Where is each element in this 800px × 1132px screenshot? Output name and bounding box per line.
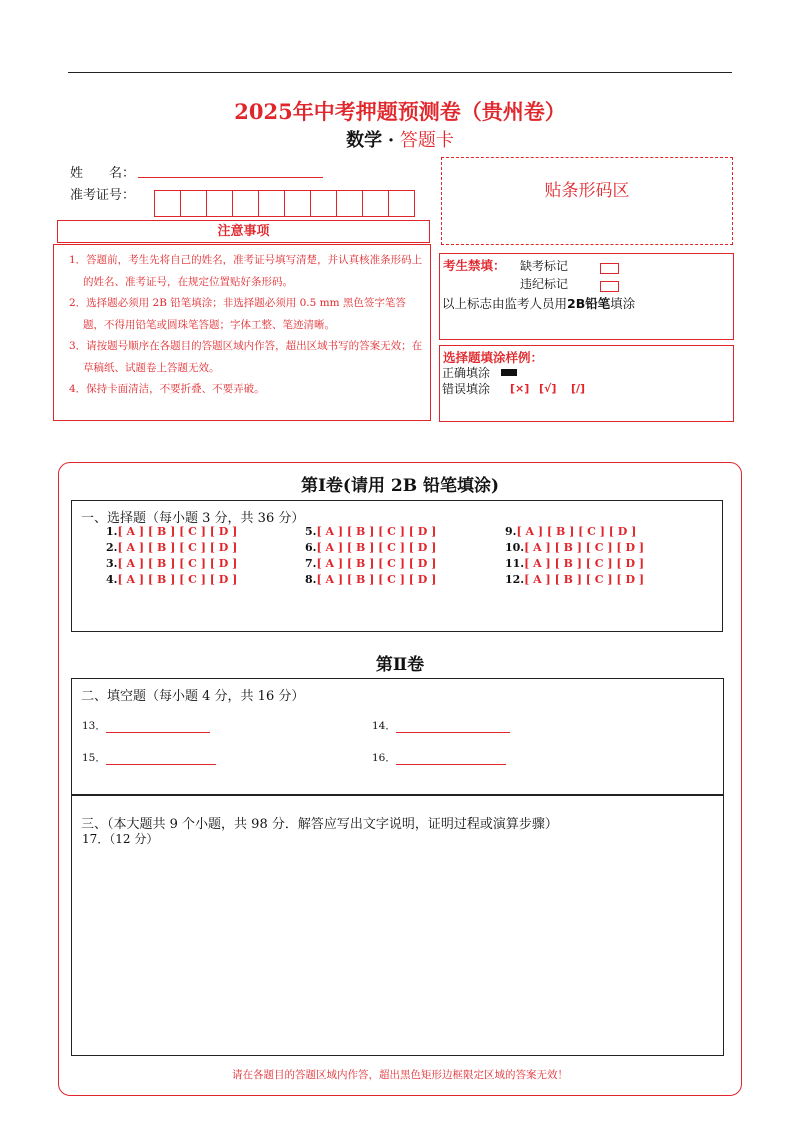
- fill-item-16: 16．: [372, 750, 506, 765]
- id-digit-box[interactable]: [232, 190, 259, 217]
- choice-row-11[interactable]: 11.[ A ] [ B ] [ C ] [ D ]: [505, 557, 645, 570]
- fill-item-13: 13．: [82, 718, 210, 733]
- id-digit-box[interactable]: [336, 190, 363, 217]
- id-digit-box[interactable]: [284, 190, 311, 217]
- subject-label: 数学: [346, 130, 383, 151]
- answer-section[interactable]: [71, 795, 724, 1056]
- fill-answer-line[interactable]: [396, 763, 506, 765]
- choice-row-3[interactable]: 3.[ A ] [ B ] [ C ] [ D ]: [106, 557, 238, 570]
- fill-answer-line[interactable]: [106, 731, 210, 733]
- absent-mark-box[interactable]: [600, 263, 619, 274]
- id-boxes: [154, 190, 414, 217]
- name-field[interactable]: [138, 177, 323, 178]
- ban-note-post: 填涂: [610, 296, 636, 311]
- ban-note-bold: 2B铅笔: [567, 296, 611, 311]
- page-title: 2025年中考押题预测卷（贵州卷）: [234, 99, 566, 124]
- choice-section: [71, 500, 723, 632]
- part1-title: 第Ⅰ卷(请用 2B 铅笔填涂): [300, 476, 500, 496]
- id-label: 准考证号：: [70, 188, 136, 203]
- top-rule: [68, 72, 732, 73]
- choice-row-7[interactable]: 7.[ A ] [ B ] [ C ] [ D ]: [305, 557, 437, 570]
- footer-warning: 请在各题目的答题区域内作答，超出黑色矩形边框限定区域的答案无效！: [232, 1069, 568, 1081]
- fill-item-15: 15．: [82, 750, 216, 765]
- correct-label: 正确填涂: [442, 366, 491, 380]
- notice-item: 2．选择题必须用 2B 铅笔填涂；非选择题必须用 0.5 mm 黑色签字笔答题，不得用铅笔或圆珠笔答题；字体工整、笔迹清晰。: [69, 297, 406, 331]
- id-digit-box[interactable]: [206, 190, 233, 217]
- sample-label: 选择题填涂样例：: [443, 350, 544, 365]
- fill-answer-line[interactable]: [106, 763, 216, 765]
- name-label: 姓 名：: [70, 166, 136, 181]
- notice-item: 3．请按题号顺序在各题目的答题区域内作答，超出区域书写的答案无效；在草稿纸、试题卷上答题无效。: [69, 340, 423, 374]
- absent-label: 缺考标记: [520, 259, 569, 273]
- ban-note: [442, 294, 635, 312]
- wrong-mark-2: [√]: [539, 382, 557, 395]
- wrong-mark-1: [×]: [510, 382, 530, 395]
- choice-row-2[interactable]: 2.[ A ] [ B ] [ C ] [ D ]: [106, 541, 238, 554]
- correct-fill-sample: [501, 369, 517, 376]
- answer-card-label: 答题卡: [399, 130, 454, 151]
- choice-row-1[interactable]: 1.[ A ] [ B ] [ C ] [ D ]: [106, 525, 238, 538]
- question-17-label: 17．（12 分）: [82, 832, 159, 846]
- wrong-mark-3: [/]: [571, 382, 586, 395]
- notice-item: 1．答题前，考生先将自己的姓名，准考证号填写清楚，并认真核准条形码上的姓名、准考证号，在规定位置贴好条形码。: [69, 254, 423, 288]
- id-digit-box[interactable]: [388, 190, 415, 217]
- choice-row-9[interactable]: 9.[ A ] [ B ] [ C ] [ D ]: [505, 525, 637, 538]
- ban-label: 考生禁填：: [443, 258, 506, 273]
- notice-item: 4．保持卡面清洁，不要折叠、不要弄破。: [69, 383, 265, 395]
- id-digit-box[interactable]: [362, 190, 389, 217]
- subtitle-dot: ·: [387, 130, 395, 151]
- choice-section-heading: 一、选择题（每小题 3 分，共 36 分）: [81, 511, 305, 526]
- ban-note-pre: 以上标志由监考人员用: [442, 296, 568, 311]
- choice-row-10[interactable]: 10.[ A ] [ B ] [ C ] [ D ]: [505, 541, 645, 554]
- fill-sample-box: [439, 345, 734, 422]
- id-digit-box[interactable]: [310, 190, 337, 217]
- choice-row-4[interactable]: 4.[ A ] [ B ] [ C ] [ D ]: [106, 573, 238, 586]
- barcode-area: [441, 157, 733, 245]
- id-digit-box[interactable]: [258, 190, 285, 217]
- part2-title: 第Ⅱ卷: [375, 655, 425, 675]
- wrong-label: 错误填涂: [442, 382, 491, 396]
- fill-item-14: 14．: [372, 718, 510, 733]
- fill-section: [71, 678, 724, 795]
- fill-section-heading: 二、填空题（每小题 4 分，共 16 分）: [81, 689, 305, 704]
- choice-row-8[interactable]: 8.[ A ] [ B ] [ C ] [ D ]: [305, 573, 437, 586]
- proctor-only-box: [439, 253, 734, 340]
- fill-answer-line[interactable]: [396, 731, 510, 733]
- notice-box: [53, 244, 431, 421]
- page-subtitle: [0, 126, 800, 152]
- barcode-label: 贴条形码区: [544, 181, 630, 201]
- violation-label: 违纪标记: [520, 277, 569, 291]
- choice-row-5[interactable]: 5.[ A ] [ B ] [ C ] [ D ]: [305, 525, 437, 538]
- answer-section-heading: 三、（本大题共 9 个小题，共 98 分．解答应写出文字说明，证明过程或演算步骤）: [81, 817, 558, 832]
- id-digit-box[interactable]: [154, 190, 181, 217]
- violation-mark-box[interactable]: [600, 281, 619, 292]
- id-digit-box[interactable]: [180, 190, 207, 217]
- choice-row-12[interactable]: 12.[ A ] [ B ] [ C ] [ D ]: [505, 573, 645, 586]
- choice-row-6[interactable]: 6.[ A ] [ B ] [ C ] [ D ]: [305, 541, 437, 554]
- notice-heading: 注意事项: [57, 220, 430, 243]
